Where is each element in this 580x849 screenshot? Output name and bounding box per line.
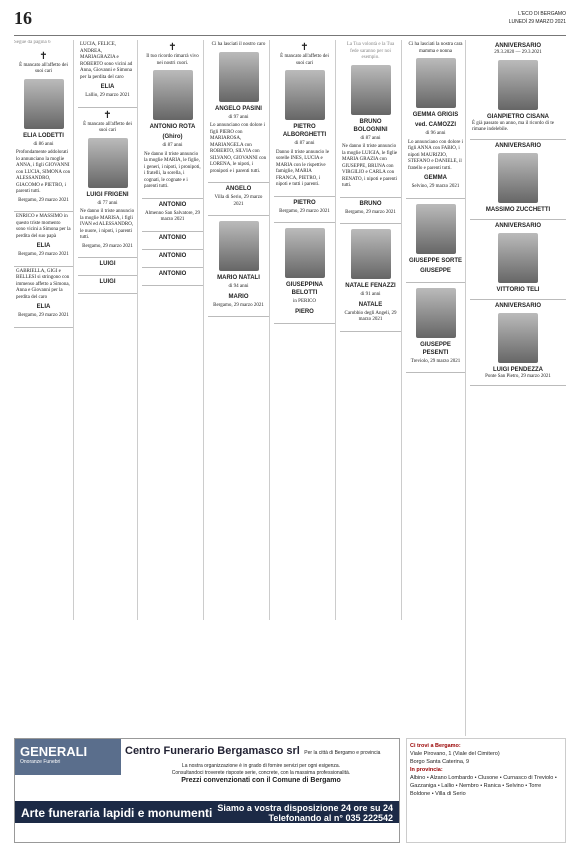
condolence-text: ENRICO e MASSIMO in questo triste momento sono vicini a Simona per la perdita del suo papà [16,214,71,239]
portrait-photo [351,65,391,115]
column-6 [340,40,402,620]
band-phone[interactable]: Telefonando al n° 035 222542 [268,813,393,823]
portrait-photo [88,138,128,188]
deceased-name: ANTONIO ROTA [149,124,196,130]
deceased-age: di 94 anni [228,284,249,289]
deceased-name: VITTORIO TELI [496,286,540,293]
condolence-date: Lallio, 29 marzo 2021 [85,93,130,98]
notice-luigi [78,108,137,259]
portrait-photo [416,204,456,254]
condolence-3 [78,40,137,108]
anniversary-text: È già passato un anno, ma il ricordo di te rimane indelebile. [472,120,554,132]
column-5 [274,40,336,620]
notice-bruno [340,40,401,198]
notice-giuseppe-pesenti [406,283,465,374]
condolence-name: LUIGI [99,279,116,285]
deceased-name: LUIGI FRIGENI [86,191,129,198]
portrait-photo [285,70,325,120]
deceased-name: GIUSEPPE SORTE [408,257,462,264]
band-right [217,803,393,823]
advert-line: Prezzi convenzionati con il Comune di Bergamo [181,777,341,784]
anniversary-teli [470,220,566,300]
location-line: Borgo Santa Caterina, 9 [410,759,470,765]
condolence-date: Villa di Serio, 29 marzo 2021 [214,195,263,207]
advert-line: Consultandoci troverete risposte serie, concrete, con la massima professionalità. [171,770,351,776]
anniversary-heading: ANNIVERSARIO [494,302,541,309]
family-text: Ne danno il triste annuncio la moglie MARIA, le figlie, i generi, i nipoti, i pronipoti, i fratelli, la sorella, i cognati, le cognate e i parenti tutti. [144,151,201,189]
condolence-name: ANTONIO [158,234,187,241]
column-3 [142,40,204,620]
notice-date: Bergamo, 29 marzo 2021 [213,302,264,308]
notice-intro: È mancato all'affetto dei suoi cari [280,54,329,66]
masthead [509,10,566,26]
advert-subtitle: Per la città di Bergamo e provincia [304,750,381,756]
advert-band [15,801,399,823]
portrait-photo [219,221,259,271]
cross-icon: ✝ [39,50,48,62]
condolence-name: PIERO [295,308,314,315]
condolence-9 [142,268,203,286]
family-text: Profondamente addolorati lo annunciano la moglie ANNA, i figli GIOVANNI con LUCIA, SIMONA con ALESSANDRO, GIACOMO e PIETRO, i parenti tutti. [16,150,71,194]
deceased-age: di 87 anni [162,143,183,148]
advert-line: La nostra organizzazione è in grado di fornire servizi per ogni esigenza. [181,763,341,769]
portrait-photo [498,60,538,110]
advert-text [125,741,397,784]
condolence-date: Bergamo, 29 marzo 2021 [18,252,69,257]
logo-subtitle: Onoranze Funebri [20,759,61,765]
notice-intro: Ci ha lasciati la nostra cara mamma e nonna [408,42,463,54]
condolence-10 [208,183,269,216]
condolence-name: ELIA [36,304,51,310]
family-text: Lo annunciano con dolore i figli PIERO con MARIAROSA, MARIANGELA con ROBERTO, SILVIA con SILVANO, GIOVANNI con LORENA, le nipoti, i pronipoti e i parenti tutti. [210,123,267,174]
date-to: 29.3.2021 [521,50,542,55]
date-from: 29.3.2020 [494,50,515,55]
condolence-text: LUCIA, FELICE, ANDREA, MARIAGRAZIA e ROBERTO sono vicini ad Anna, Giovanni e Simona per la perdita del caro [80,42,133,80]
condolence-date: Bergamo, 29 marzo 2021 [345,209,396,215]
deceased-name: MARIO NATALI [217,275,260,281]
deceased-name: ANGELO PASINI [215,105,262,112]
logo-text: GENERALI [20,744,88,759]
deceased-name: GIUSEPPINA BELOTTI [285,282,323,296]
condolence-name: ANGELO [225,186,252,192]
locations-heading: Ci trovi a Bergamo: [410,743,461,749]
condolence-8 [142,250,203,268]
advert-title: Centro Funerario Bergamasco srl [125,745,300,757]
portrait-photo [416,288,456,338]
notice-natale [340,224,401,332]
portrait-photo [24,79,64,129]
notice-date: Selvino, 29 marzo 2021 [411,184,460,189]
generali-logo [15,739,121,775]
deceased-nickname: (Ghiro) [162,134,183,140]
condolence-date: Bergamo, 29 marzo 2021 [279,208,330,214]
page-header [14,8,566,36]
condolence-name: MARIO [228,293,249,300]
condolence-date: Bergamo, 29 marzo 2021 [18,313,69,318]
notice-giuseppe-sorte [406,199,465,283]
portrait-photo [351,229,391,279]
deceased-name: NATALE FENAZZI [345,283,396,289]
anniversary-heading: ANNIVERSARIO [494,43,541,49]
deceased-name: ELIA LODETTI [23,132,64,139]
condolence-name: PIETRO [293,199,316,206]
condolence-name: ELIA [36,243,51,249]
funeral-home-advert [14,738,400,843]
condolence-date: Almenno San Salvatore, 29 marzo 2021 [145,210,200,222]
deceased-name: BRUNO BOLOGNINI [353,118,388,133]
band-availability: Siamo a vostra disposizione 24 ore su 24 [217,803,393,813]
notice-date: Carobbio degli Angeli, 29 marzo 2021 [344,310,397,322]
portrait-photo [498,153,538,203]
condolence-text: GABRIELLA, GIGI e BELLESI si stringono con immenso affetto a Simona, Anna e Giovanni per la perdita del caro [16,268,70,300]
seguito-label: Segue da pagina 6 [14,40,51,45]
notice-date: Bergamo, 29 marzo 2021 [18,197,69,203]
condolence-6 [142,199,203,232]
condolence-4 [78,258,137,276]
anniversary-pendezza [470,300,566,387]
portrait-photo [498,233,538,283]
notice-date: Ponte San Pietro, 29 marzo 2021 [485,373,551,379]
notice-intro: È mancato all'affetto dei suoi cari [83,121,132,133]
deceased-age: di 87 anni [294,141,315,146]
anniversary-column [470,40,566,736]
anniversary-dates: 29.3.2020 — 29.3.2021 [494,50,542,55]
condolence-11 [274,197,335,224]
notice-antonio [142,40,203,199]
deceased-age: di 97 anni [228,114,249,120]
column-2 [78,40,138,620]
condolence-name: ANTONIO [158,270,187,277]
portrait-photo [498,313,538,363]
cross-icon: ✝ [103,109,112,121]
cross-icon: ✝ [300,42,309,53]
deceased-name: MASSIMO ZUCCHETTI [485,206,551,213]
family-text: Lo annunciano con dolore i figli ANNA con FABIO, i nipoti MAURIZIO, STEFANO e DANIELE, il fratello e parenti tutti. [408,139,463,171]
deceased-name: PIETRO ALBORGHETTI [282,124,327,138]
notice-angelo [208,40,269,183]
deceased-age: di 87 anni [360,135,381,141]
column-7 [406,40,466,736]
family-text: Ne danno il triste annuncio la moglie MARISA, i figli IVAN ed ALESSANDRO, le nuore, i nipoti, i parenti tutti. [80,209,135,240]
cross-icon: ✝ [168,42,177,53]
notice-gemma [406,40,465,199]
condolence-name: ANTONIO [158,201,187,208]
deceased-married-name: in PERICO [293,299,316,304]
portrait-photo [285,228,325,278]
deceased-name: GEMMA GRIGIS [412,112,459,118]
condolence-name: GEMMA [424,175,447,181]
deceased-name: GIUSEPPE PESENTI [420,341,451,356]
deceased-age: di 91 anni [360,292,381,297]
condolence-12 [340,198,401,225]
deceased-name: GIANPIETRO CISANA [486,113,549,120]
notice-intro: Ci ha lasciati il nostro caro [211,42,266,47]
column-4 [208,40,270,620]
masthead-date: LUNEDÌ 29 MARZO 2021 [508,19,566,25]
deceased-married-name: ved. CAMOZZI [414,122,456,128]
anniversary-cisana [470,40,566,140]
family-text: Danno il triste annuncio le sorelle INES, LUCIA e MARIA con le rispettive famiglie, MARIA FRANCA, PIETRO, i nipoti e tutti i parenti. [276,149,330,187]
deceased-age: di 77 anni [97,200,118,206]
column-1 [14,40,74,620]
anniversary-zucchetti [470,140,566,220]
family-text: Ne danno il triste annuncio la moglie LUIGIA, le figlie MARIA GRAZIA con GIUSEPPE, BRUNA con VIRGILIO e CARLA con RENATO, i nipoti e parenti tutti. [342,144,398,188]
condolence-1 [14,212,73,267]
band-left-text: Arte funeraria lapidi e monumenti [21,806,213,820]
portrait-photo [219,52,259,102]
notice-intro: È mancato all'affetto dei suoi cari [19,62,68,74]
anniversary-heading: ANNIVERSARIO [494,222,541,229]
condolence-name: ELIA [100,84,115,90]
condolence-name: LUIGI [99,261,116,267]
notice-date: Bergamo, 29 marzo 2021 [82,243,133,249]
province-heading: In provincia: [410,767,443,773]
page-number: 16 [14,8,32,28]
deceased-name: LUIGI PENDEZZA [492,366,543,373]
condolence-5 [78,276,137,294]
masthead-title: L'ECO DI BERGAMO [518,11,566,17]
province-list: Albino • Alzano Lombardo • Clusone • Curnasco di Treviolo • Gazzaniga • Lallio • Nembro • Ranica • Selvino • Torre Boldone • Villa di Serio [410,775,557,797]
deceased-age: di 96 anni [425,131,446,136]
notice-elia [14,49,73,213]
location-line: Viale Pirovano, 1 (Viale del Cimitero) [410,751,500,757]
condolence-name: BRUNO [359,200,382,207]
portrait-photo [153,70,193,120]
condolence-name: GIUSEPPE [420,267,451,274]
notice-mario [208,216,269,317]
notice-intro: Il tuo ricordo rimarrà vivo nei nostri cuori. [146,54,199,66]
condolence-name: NATALE [358,301,383,308]
condolence-7 [142,232,203,250]
anniversary-heading: ANNIVERSARIO [494,142,541,149]
notice-date: Treviolo, 29 marzo 2021 [410,358,461,364]
notice-giuseppina [274,223,335,324]
condolence-name: ANTONIO [158,252,187,259]
condolence-2 [14,267,73,328]
portrait-photo [416,58,456,108]
notice-intro: La Tua volontà e la Tua fede saranno per noi esempio. [346,42,395,60]
locations-box [406,738,566,843]
notice-pietro [274,40,335,197]
deceased-age: di 86 anni [33,141,54,147]
